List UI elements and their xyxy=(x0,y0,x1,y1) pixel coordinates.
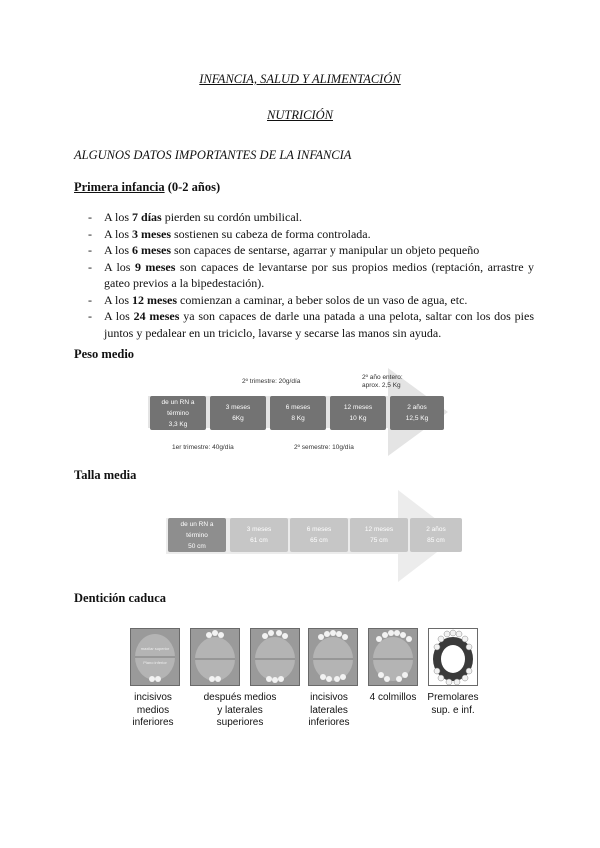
jaw-label-top: maxilar superior xyxy=(140,646,170,651)
tooth-image-6 xyxy=(428,628,478,686)
jaw-diagram-2 xyxy=(191,629,239,685)
intro-heading: ALGUNOS DATOS IMPORTANTES DE LA INFANCIA xyxy=(74,148,352,162)
peso-box-rn: de un RN a término 3,3 Kg xyxy=(150,396,206,430)
talla-box-2a: 2 años 85 cm xyxy=(410,518,462,552)
page-title: INFANCIA, SALUD Y ALIMENTACIÓN xyxy=(199,72,401,86)
tooth-image-1 xyxy=(130,628,180,686)
section-range: (0-2 años) xyxy=(167,180,221,194)
talla-box-rn: de un RN a término 50 cm xyxy=(168,518,226,552)
jaw-diagram-3 xyxy=(251,629,299,685)
section-talla-media: Talla media xyxy=(74,468,137,482)
tooth-image-5 xyxy=(368,628,418,686)
milestone-list xyxy=(88,209,534,341)
peso-box-12m: 12 meses 10 Kg xyxy=(330,396,386,430)
tooth-image-2 xyxy=(190,628,240,686)
list-item: - A los 7 días pierden su cordón umbilical. xyxy=(88,210,302,224)
caption-2: después medios y laterales superiores xyxy=(203,692,277,728)
peso-box-6m: 6 meses 8 Kg xyxy=(270,396,326,430)
peso-note-top-2: 2º año entero: aprox. 2,5 Kg xyxy=(362,374,403,389)
section-primera-infancia xyxy=(74,180,220,195)
caption-4: 4 colmillos xyxy=(369,692,417,703)
section-denticion: Dentición caduca xyxy=(74,591,167,605)
page-subtitle: NUTRICIÓN xyxy=(267,108,333,122)
list-item: - A los 24 meses ya son capaces de darle una patada a una pelota, saltar con los dos pies juntos y pedalear en un triciclo, lavarse y secarse las manos sin ayuda. xyxy=(88,309,534,340)
talla-box-6m: 6 meses 65 cm xyxy=(290,518,348,552)
caption-5: Premolares sup. e inf. xyxy=(427,692,479,716)
talla-box-3m: 3 meses 61 cm xyxy=(230,518,288,552)
peso-box-3m: 3 meses 6Kg xyxy=(210,396,266,430)
peso-diagram xyxy=(148,366,468,458)
jaw-diagram-1 xyxy=(131,629,179,685)
jaw-diagram-4 xyxy=(309,629,357,685)
peso-note-bottom-2: 2º semestre: 10g/día xyxy=(294,444,354,451)
list-item: - A los 6 meses son capaces de sentarse, agarrar y manipular un objeto pequeño xyxy=(88,243,480,257)
list-item: - A los 9 meses son capaces de levantarse por sus propios medios (reptación, arrastre y gateo previos a la bipedestación). xyxy=(88,259,534,290)
jaw-diagram-5 xyxy=(369,629,417,685)
peso-note-top-1: 2º trimestre: 20g/día xyxy=(242,378,301,385)
peso-box-2a: 2 años 12,5 Kg xyxy=(390,396,444,430)
peso-note-bottom-1: 1er trimestre: 40g/día xyxy=(172,444,234,451)
jaw-diagram-6 xyxy=(429,629,477,685)
section-label: Primera infancia xyxy=(74,180,165,194)
tooth-image-4 xyxy=(308,628,358,686)
caption-1: incisivos medios inferiores xyxy=(132,692,174,728)
section-peso-medio: Peso medio xyxy=(74,347,135,361)
jaw-label-bottom: Plano inferior xyxy=(143,660,167,665)
list-item: - A los 3 meses sostienen su cabeza de forma controlada. xyxy=(88,226,371,241)
tooth-image-3 xyxy=(250,628,300,686)
talla-box-12m: 12 meses 75 cm xyxy=(350,518,408,552)
list-item: - A los 12 meses comienzan a caminar, a beber solos de un vaso de agua, etc. xyxy=(88,292,468,307)
talla-diagram xyxy=(166,488,466,584)
caption-3: incisivos laterales inferiores xyxy=(308,692,350,728)
